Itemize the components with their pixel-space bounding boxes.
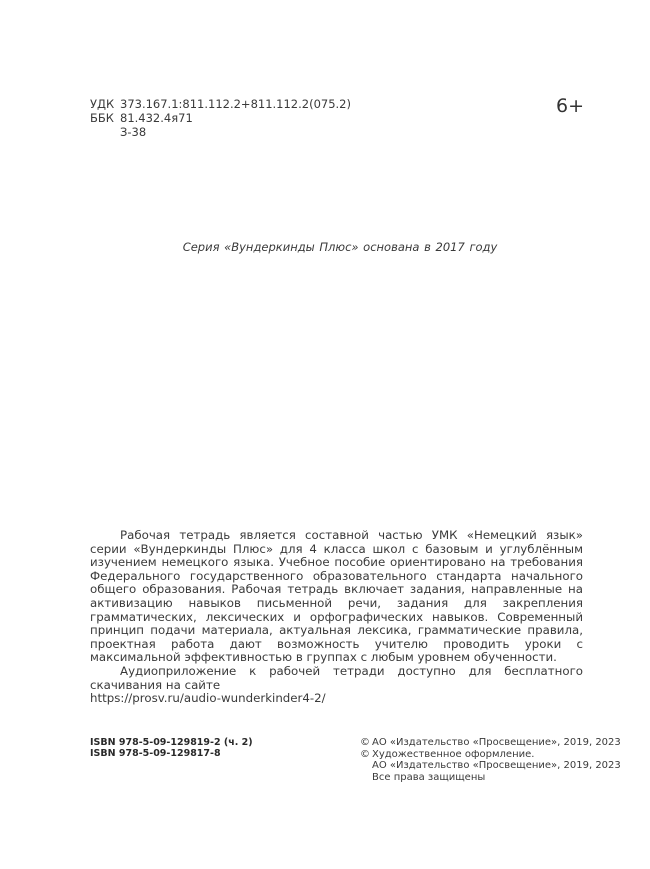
copyright-line: © Художественное оформление.	[360, 748, 535, 760]
audio-note-paragraph	[90, 665, 583, 692]
copyright-line: © АО «Издательство «Просвещение», 2019, 2023	[360, 737, 621, 748]
audio-note-text: Аудиоприложение к рабочей тетради доступно для бесплатного скачивания на сайте	[90, 663, 583, 692]
copyright-icon: ©	[360, 737, 370, 748]
copyright-block	[360, 737, 621, 783]
annotation-paragraph: Рабочая тетрадь является составной частью УМК «Немецкий язык» серии «Вундеркинды Плюс» для 4 класса школ с базовым и углублённым изучением немецкого языка. Учебное пособие ориентировано на требования Федерального государственного образовательного стандарта начального общего образования. Рабочая тетрадь включает задания, направленные на активизацию навыков письменной речи, задания для закрепления грамматических, лексических и орфографических навыков. Современный принцип подачи материала, актуальная лексика, грамматические правила, проектная работа дают возможность учителю проводить уроки с максимальной эффективностью в группах с любым уровнем обученности.	[90, 528, 583, 665]
udk-label: УДК	[90, 97, 115, 111]
isbn-line: ISBN 978-5-09-129819-2 (ч. 2)	[90, 737, 253, 748]
udk-value: 373.167.1:811.112.2+811.112.2(075.2)	[120, 97, 351, 111]
isbn-block	[90, 737, 253, 759]
isbn-line: ISBN 978-5-09-129817-8	[90, 748, 221, 759]
copyright-icon: ©	[360, 748, 370, 760]
audio-url-link[interactable]: https://prosv.ru/audio-wunderkinder4-2/	[90, 691, 326, 706]
rights-reserved: Все права защищены	[372, 771, 486, 783]
copyright-line: АО «Издательство «Просвещение», 2019, 2023	[372, 760, 621, 772]
author-mark: З-38	[120, 125, 147, 139]
bbk-value: 81.432.4я71	[120, 111, 193, 125]
udk-row	[90, 97, 351, 111]
series-note: Серия «Вундеркинды Плюс» основана в 2017 году	[182, 240, 498, 254]
bbk-label: ББК	[90, 111, 114, 125]
author-mark-row	[90, 125, 351, 139]
annotation-text	[90, 529, 583, 706]
classification-codes	[90, 97, 351, 139]
age-rating-badge: 6+	[556, 95, 585, 117]
bbk-row	[90, 111, 351, 125]
